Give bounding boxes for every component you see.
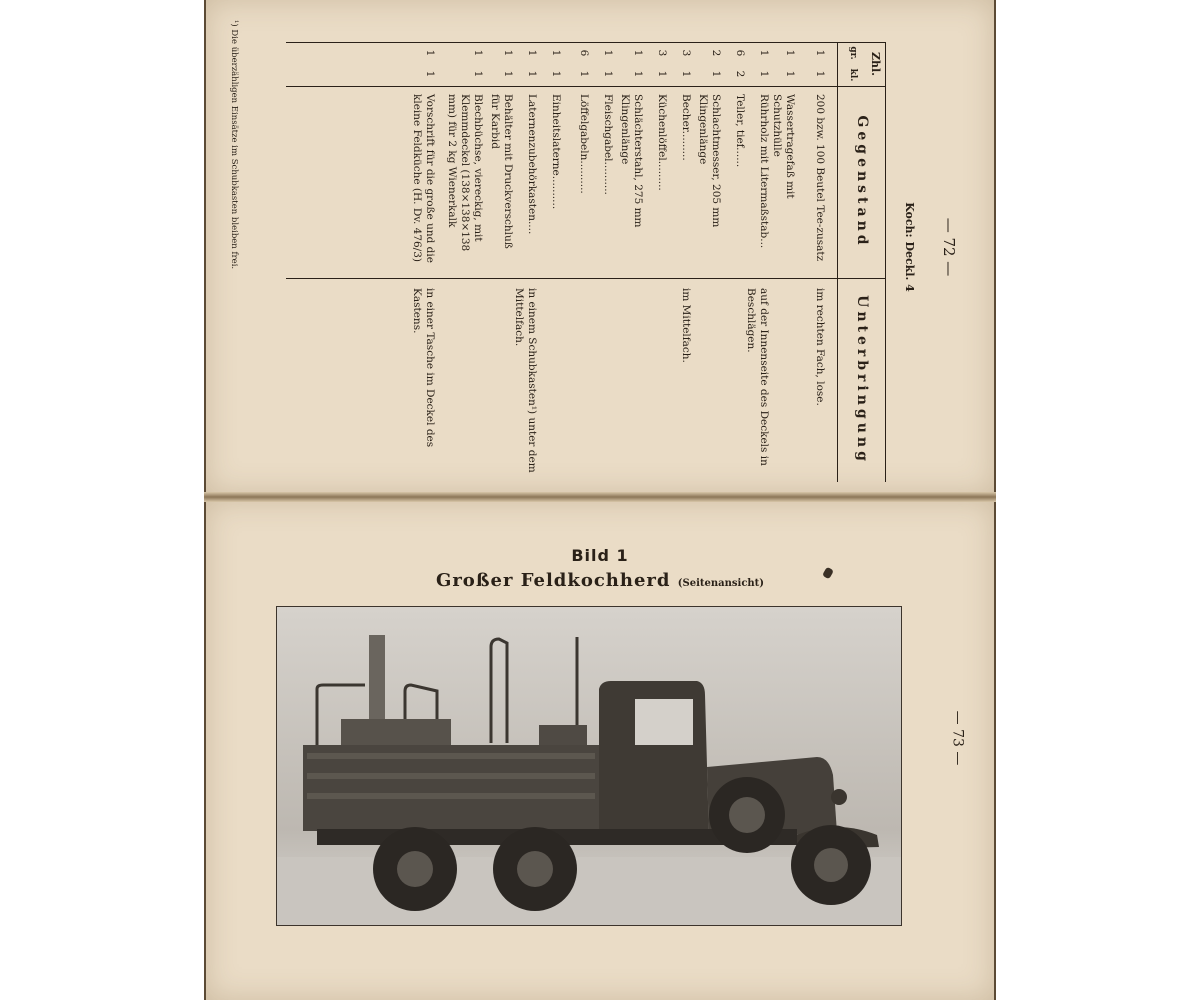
equipment-table [286, 42, 886, 482]
truck-photograph [276, 606, 902, 926]
qty-kl: 1 [710, 70, 722, 78]
qty-kl: 2 [734, 70, 746, 78]
qty-gr: 1 [784, 49, 796, 57]
figure-title-main: Großer Feldkochherd [435, 570, 671, 591]
qty-gr: 6 [734, 49, 746, 57]
item-name: Schlächterstahl, 275 mm Klingenlänge [619, 94, 644, 228]
qty-gr: 3 [680, 49, 692, 57]
column-header-qty: Zhl. [869, 51, 882, 77]
item-name: Löffelgabeln.......... [578, 94, 590, 194]
qty-gr: 1 [550, 49, 562, 57]
column-header-gr: gr. [848, 46, 858, 60]
qty-kl: 1 [602, 70, 614, 78]
qty-gr: 1 [602, 49, 614, 57]
page-number-72: — 72 — [940, 217, 958, 277]
table-header-rule [837, 42, 838, 482]
item-name: Schlachtmesser, 205 mm Klingenlänge [697, 94, 722, 228]
qty-kl: 1 [784, 70, 796, 78]
qty-kl: 1 [472, 70, 484, 78]
item-placement: auf der Innenseite des Deckels in Beschlägen. [745, 288, 770, 466]
qty-gr: 6 [578, 49, 590, 57]
qty-gr: 1 [814, 49, 826, 57]
item-name: Rührholz mit Litermaßstab... [758, 94, 770, 249]
item-placement: in einem Schubkasten¹) unter dem Mittelfach. [513, 288, 538, 473]
page-number-73: — 73 — [949, 710, 966, 766]
table-top-rule [885, 42, 886, 482]
qty-gr: 1 [526, 49, 538, 57]
qty-kl: 1 [758, 70, 770, 78]
qty-gr: 3 [656, 49, 668, 57]
item-name: Teller, tief...... [734, 94, 746, 168]
qty-kl: 1 [550, 70, 562, 78]
item-name: Laternenzubehörkasten.... [526, 94, 538, 235]
page-72-content [206, 0, 994, 494]
qty-gr: 1 [632, 49, 644, 57]
column-header-item: Gegenstand [854, 115, 870, 249]
qty-kl: 1 [632, 70, 644, 78]
column-header-placement: Unterbringung [854, 295, 870, 465]
item-name: Fleischgabel.......... [602, 94, 614, 195]
column-header-kl: kl. [848, 68, 858, 82]
item-name: Einheitslaterne.......... [550, 94, 562, 210]
figure-title [400, 570, 800, 591]
item-name: Blechbüchse, viereckig, mit Klemmdeckel (138×138×138 mm) für 2 kg Wienerkalk [446, 94, 484, 252]
qty-kl: 1 [502, 70, 514, 78]
item-placement: in einer Tasche im Deckel des Kastens. [411, 288, 436, 448]
figure-number: Bild 1 [571, 546, 629, 565]
qty-kl: 1 [526, 70, 538, 78]
table-rule [286, 86, 886, 87]
qty-kl: 1 [656, 70, 668, 78]
qty-gr: 2 [710, 49, 722, 57]
item-name: Wassertragefaß mit Schutzhülle [771, 94, 796, 199]
qty-kl: 1 [424, 70, 436, 78]
page-header: Koch: Deckl. 4 [903, 202, 916, 292]
truck-illustration [277, 607, 901, 925]
qty-gr: 1 [472, 49, 484, 57]
qty-kl: 1 [578, 70, 590, 78]
qty-gr: 1 [502, 49, 514, 57]
qty-kl: 1 [680, 70, 692, 78]
qty-gr: 1 [424, 49, 436, 57]
footnote: ¹) Die überzähligen Einsätze im Schubkasten bleiben frei. [229, 20, 239, 270]
item-name: Küchenlöffel......... [656, 94, 668, 191]
item-name: Behälter mit Druckverschluß für Karbid [489, 94, 514, 249]
item-placement: im rechten Fach, lose. [814, 288, 826, 406]
qty-gr: 1 [758, 49, 770, 57]
item-name: 200 bzw. 100 Beutel Tee-zusatz [814, 94, 826, 262]
figure-title-sub: (Seitenansicht) [677, 578, 765, 589]
item-name: Becher......... [680, 94, 692, 161]
item-name: Vorschrift für die große und die kleine Feldküche (H. Dv. 476/3) [411, 94, 436, 263]
qty-kl: 1 [814, 70, 826, 78]
table-rule [286, 278, 886, 279]
item-placement: im Mittelfach. [680, 288, 692, 363]
